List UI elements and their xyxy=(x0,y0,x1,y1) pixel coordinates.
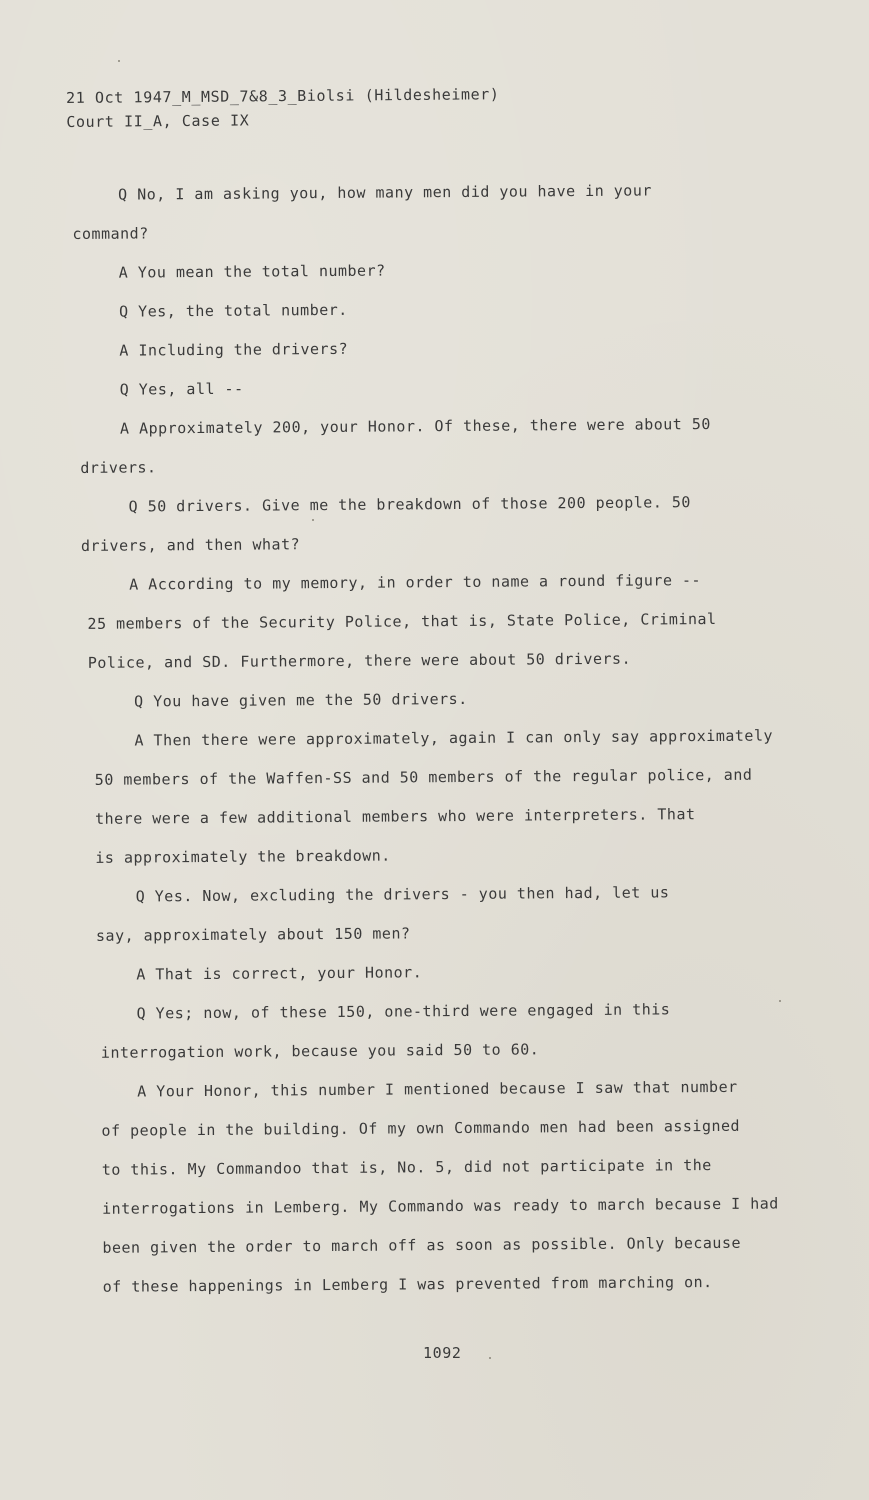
transcript-line: Q Yes. Now, excluding the drivers - you then had, let us xyxy=(135,883,670,906)
transcript-line: been given the order to march off as soon as possible. Only because xyxy=(102,1233,742,1257)
document-header xyxy=(66,82,500,134)
transcript-line: say, approximately about 150 men? xyxy=(95,924,411,945)
paper-speck xyxy=(489,1357,491,1359)
transcript-line: to this. My Commandoo that is, No. 5, did not participate in the xyxy=(101,1156,712,1179)
paper-speck xyxy=(779,1000,781,1002)
transcript-line: A That is correct, your Honor. xyxy=(136,963,423,984)
transcript-line: Q 50 drivers. Give me the breakdown of those 200 people. 50 xyxy=(128,493,691,516)
transcript-line: 25 members of the Security Police, that is, State Police, Criminal xyxy=(87,609,717,633)
transcript-line: A Approximately 200, your Honor. Of these, there were about 50 xyxy=(119,414,711,438)
transcript-line: A Including the drivers? xyxy=(119,339,349,360)
transcript-line: interrogations in Lemberg. My Commando was ready to march because I had xyxy=(102,1194,779,1218)
transcript-line: there were a few additional members who were interpreters. That xyxy=(94,805,696,828)
transcript-line: Q No, I am asking you, how many men did you have in your xyxy=(118,181,652,204)
transcript-line: is approximately the breakdown. xyxy=(95,846,391,867)
transcript-line: of these happenings in Lemberg I was prevented from marching on. xyxy=(102,1273,713,1296)
transcript-body xyxy=(72,170,811,1307)
transcript-line: Q Yes, all -- xyxy=(119,379,244,399)
paper-speck xyxy=(118,60,120,62)
transcript-line: Q Yes; now, of these 150, one-third were engaged in this xyxy=(136,1000,671,1023)
transcript-line: command? xyxy=(72,224,149,243)
header-line-court-case: Court II_A, Case IX xyxy=(66,111,250,131)
transcript-line: A Your Honor, this number I mentioned because I saw that number xyxy=(137,1077,738,1101)
transcript-line: A Then there were approximately, again I can only say approximately xyxy=(134,726,774,750)
transcript-line: of people in the building. Of my own Commando men had been assigned xyxy=(101,1116,741,1140)
transcript-line: A According to my memory, in order to name a round figure -- xyxy=(129,571,702,594)
transcript-line: drivers, and then what? xyxy=(80,535,301,555)
header-line-date-reference: 21 Oct 1947_M_MSD_7&8_3_Biolsi (Hildesheimer) xyxy=(66,85,500,107)
transcript-line: Q Yes, the total number. xyxy=(118,300,348,321)
transcript-line: Police, and SD. Furthermore, there were about 50 drivers. xyxy=(87,649,632,672)
page-number: 1092 xyxy=(423,1344,462,1362)
transcript-line: drivers. xyxy=(80,458,157,477)
transcript-line: 50 members of the Waffen-SS and 50 members of the regular police, and xyxy=(94,765,753,789)
transcript-line: Q You have given me the 50 drivers. xyxy=(134,689,468,711)
transcript-line: A You mean the total number? xyxy=(118,261,386,282)
transcript-line: interrogation work, because you said 50 to 60. xyxy=(100,1040,540,1062)
paper-speck xyxy=(312,519,314,521)
